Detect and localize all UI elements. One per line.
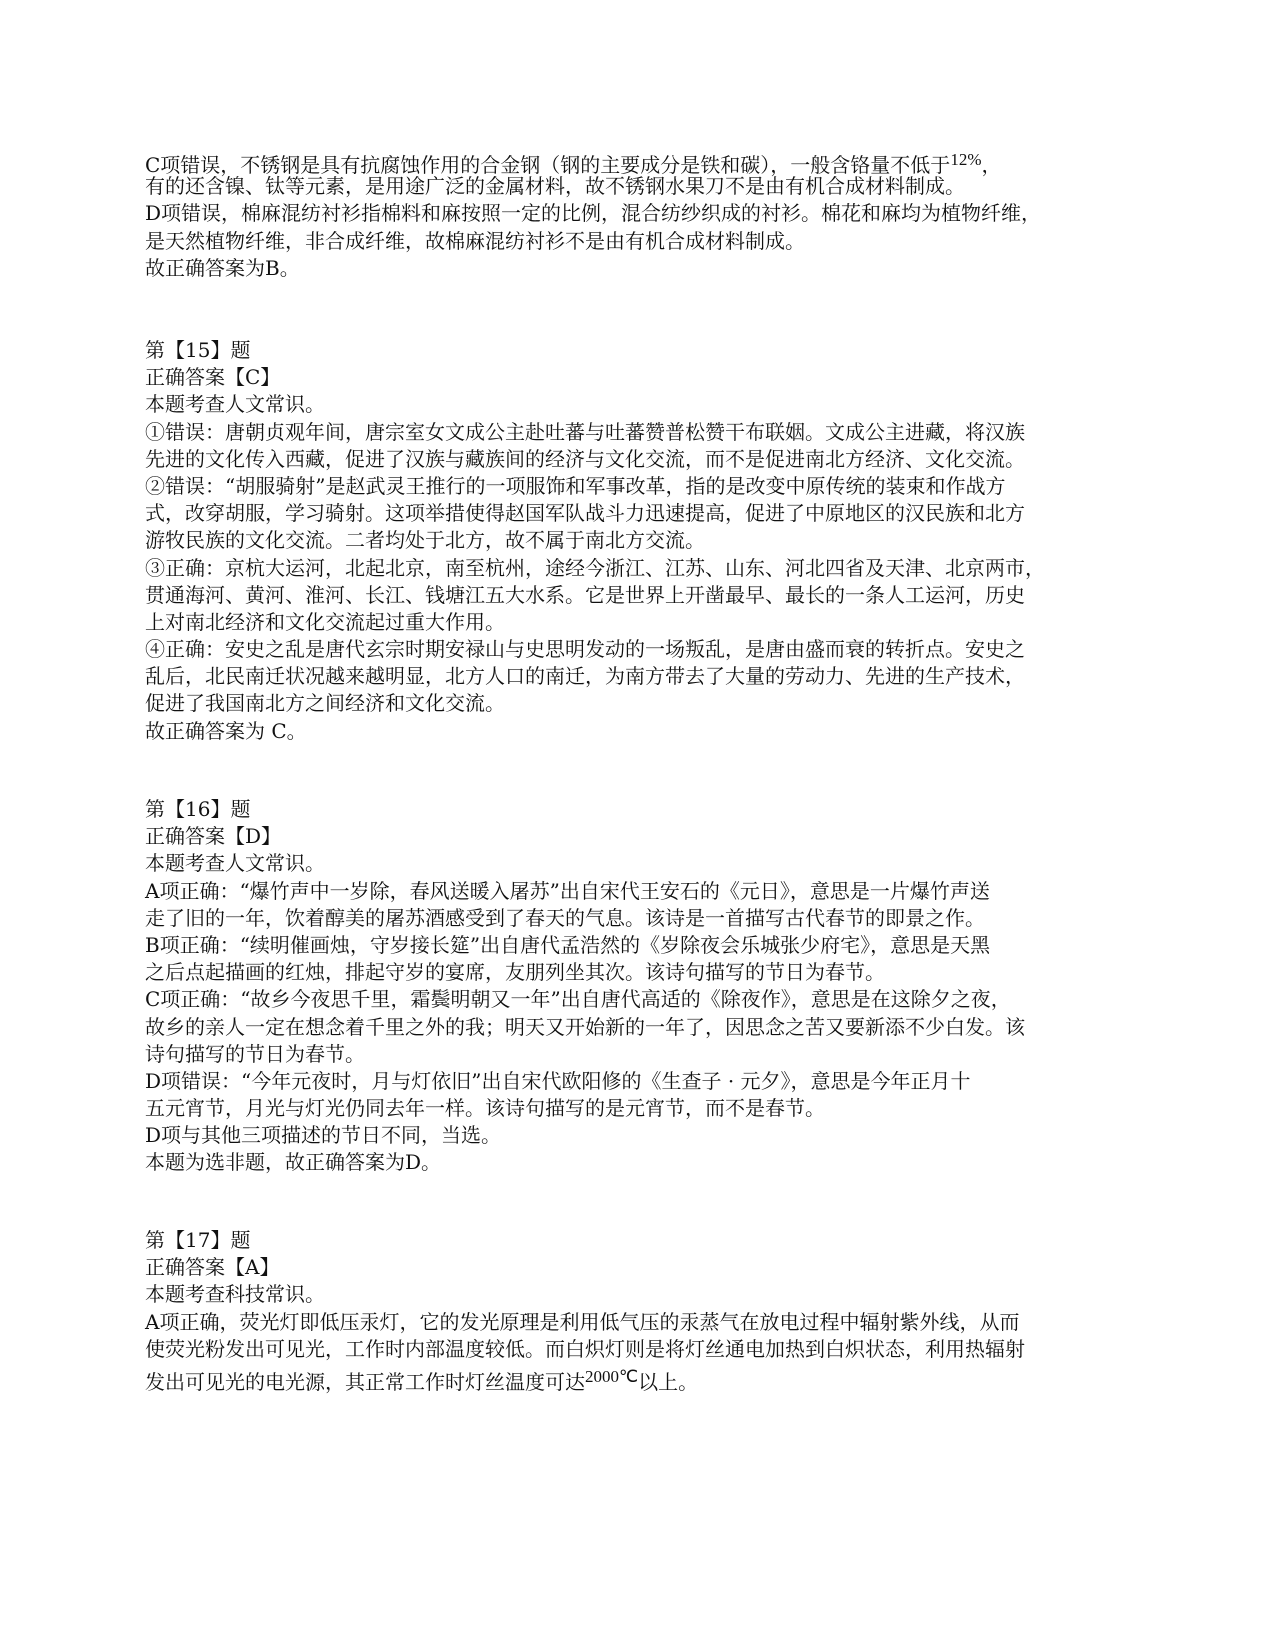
- text-segment: 先进的文化传入西藏，促进了汉族与藏族间的经济与文化交流，而不是促进南北方经济、文化交流。: [145, 446, 1025, 471]
- text-segment: C项正确：“故乡今夜思千里，霜鬓明朝又一年”出自唐代高适的《除夜作》，意思是在这除夕之夜，: [145, 987, 1011, 1012]
- text-line: [145, 823, 1125, 850]
- text-line: [145, 1254, 1125, 1281]
- text-line: [145, 1122, 1125, 1149]
- text-line: [145, 582, 1125, 609]
- text-line: [145, 636, 1125, 663]
- text-line: [145, 1149, 1125, 1176]
- text-segment: 有的还含镍、钛等元素，是用途广泛的金属材料，故不锈钢水果刀不是由有机合成材料制成。: [145, 174, 965, 199]
- text-segment: 式，改穿胡服，学习骑射。这项举措使得赵国军队战斗力迅速提高，促进了中原地区的汉民族和北方: [145, 501, 1025, 526]
- text-line: [145, 1336, 1125, 1363]
- text-segment: 诗句描写的节日为春节。: [145, 1041, 365, 1066]
- text-line: [145, 1281, 1125, 1308]
- text-segment: ④正确：安史之乱是唐代玄宗时期安禄山与史思明发动的一场叛乱，是唐由盛而衰的转折点。安史之: [145, 637, 1025, 662]
- text-line: [145, 718, 1125, 745]
- text-line: [145, 419, 1125, 446]
- text-segment: 第【15】题: [145, 338, 251, 362]
- text-segment: 促进了我国南北方之间经济和文化交流。: [145, 691, 505, 716]
- text-line: [145, 173, 1125, 200]
- text-segment: 正确答案【D】: [145, 824, 282, 849]
- text-line: [145, 1068, 1125, 1095]
- text-line: [145, 905, 1125, 932]
- text-segment: 之后点起描画的红烛，排起守岁的宴席，友朋列坐其次。该诗句描写的节日为春节。: [145, 960, 885, 985]
- text-segment: 本题考查人文常识。: [145, 392, 325, 417]
- text-segment: 本题为选非题，故正确答案为D。: [145, 1150, 442, 1175]
- text-line: [145, 878, 1125, 905]
- text-segment: 正确答案【C】: [145, 365, 281, 390]
- text-line: [145, 796, 1125, 823]
- text-segment: 发出可见光的电光源，其正常工作时灯丝温度可达: [145, 1369, 585, 1394]
- text-line: [145, 527, 1125, 554]
- text-line: [145, 555, 1125, 582]
- text-segment: ②错误：“胡服骑射”是赵武灵王推行的一项服饰和军事改革，指的是改变中原传统的装束和作战方: [145, 473, 1006, 498]
- inline-formula: 2000℃: [585, 1366, 639, 1386]
- text-segment: C项错误，不锈钢是具有抗腐蚀作用的合金钢（钢的主要成分是铁和碳），一般含铬量不低于: [145, 153, 951, 177]
- text-line: [145, 986, 1125, 1013]
- text-segment: 本题考查科技常识。: [145, 1282, 325, 1307]
- text-line: [145, 959, 1125, 986]
- text-line: [145, 200, 1125, 227]
- text-segment: 以上。: [638, 1369, 699, 1394]
- text-segment: D项错误：“今年元夜时，月与灯依旧”出自宋代欧阳修的《生查子 · 元夕》，意思是今年正月十: [145, 1068, 971, 1093]
- text-line: [145, 391, 1125, 418]
- text-segment: ③正确：京杭大运河，北起北京，南至杭州，途经今浙江、江苏、山东、河北四省及天津、北京两市，: [145, 555, 1045, 580]
- question-16-answer: [145, 796, 1125, 1177]
- answer-14-continuation: [145, 146, 1125, 282]
- text-line: [145, 663, 1125, 690]
- text-line: [145, 609, 1125, 636]
- text-segment: 走了旧的一年，饮着醇美的屠苏酒感受到了春天的气息。该诗是一首描写古代春节的即景之作。: [145, 905, 985, 930]
- text-segment: 故正确答案为 C。: [145, 718, 307, 743]
- text-segment: 故正确答案为B。: [145, 255, 300, 280]
- text-segment: A项正确：“爆竹声中一岁除，春风送暖入屠苏”出自宋代王安石的《元日》，意思是一片爆竹声送: [145, 878, 990, 903]
- text-segment: 五元宵节，月光与灯光仍同去年一样。该诗句描写的是元宵节，而不是春节。: [145, 1096, 825, 1121]
- text-line: [145, 1227, 1125, 1254]
- text-line: [145, 1309, 1125, 1336]
- text-segment: 游牧民族的文化交流。二者均处于北方，故不属于南北方交流。: [145, 528, 705, 553]
- text-line: [145, 473, 1125, 500]
- text-line: [145, 1014, 1125, 1041]
- text-segment: ①错误：唐朝贞观年间，唐宗室女文成公主赴吐蕃与吐蕃赞普松赞干布联姻。文成公主进藏，将汉族: [145, 419, 1025, 444]
- text-segment: 正确答案【A】: [145, 1255, 280, 1280]
- text-segment: ，: [981, 153, 1002, 177]
- text-line: [145, 228, 1125, 255]
- question-15-answer: [145, 337, 1125, 745]
- text-line: [145, 337, 1125, 364]
- text-line: [145, 500, 1125, 527]
- text-line: [145, 446, 1125, 473]
- text-segment: 使荧光粉发出可见光，工作时内部温度较低。而白炽灯则是将灯丝通电加热到白炽状态，利用热辐射: [145, 1336, 1025, 1361]
- text-segment: D项与其他三项描述的节日不同，当选。: [145, 1123, 502, 1148]
- inline-formula: 12%: [950, 150, 982, 169]
- text-line: [145, 1095, 1125, 1122]
- text-line: [145, 255, 1125, 282]
- text-line: [145, 146, 1125, 177]
- text-segment: 本题考查人文常识。: [145, 851, 325, 876]
- text-segment: 故乡的亲人一定在想念着千里之外的我；明天又开始新的一年了，因思念之苦又要新添不少白发。该: [145, 1014, 1025, 1039]
- text-segment: A项正确，荧光灯即低压汞灯，它的发光原理是利用低气压的汞蒸气在放电过程中辐射紫外线，从而: [145, 1309, 1020, 1334]
- text-line: [145, 364, 1125, 391]
- text-segment: 上对南北经济和文化交流起过重大作用。: [145, 609, 505, 634]
- text-segment: 是天然植物纤维，非合成纤维，故棉麻混纺衬衫不是由有机合成材料制成。: [145, 228, 805, 253]
- text-segment: 第【17】题: [145, 1228, 251, 1252]
- text-line: [145, 1041, 1125, 1068]
- text-segment: D项错误，棉麻混纺衬衫指棉料和麻按照一定的比例，混合纺纱织成的衬衫。棉花和麻均为植物纤维，: [145, 201, 1042, 226]
- text-line: [145, 1363, 1125, 1394]
- text-segment: 贯通海河、黄河、淮河、长江、钱塘江五大水系。它是世界上开凿最早、最长的一条人工运河，历史: [145, 582, 1025, 607]
- text-segment: 第【16】题: [145, 797, 251, 821]
- question-17-answer: [145, 1227, 1125, 1394]
- text-line: [145, 932, 1125, 959]
- text-segment: 乱后，北民南迁状况越来越明显，北方人口的南迁，为南方带去了大量的劳动力、先进的生产技术，: [145, 664, 1025, 689]
- text-line: [145, 850, 1125, 877]
- text-segment: B项正确：“续明催画烛，守岁接长筵”出自唐代孟浩然的《岁除夜会乐城张少府宅》，意思是天黑: [145, 932, 991, 957]
- text-line: [145, 690, 1125, 717]
